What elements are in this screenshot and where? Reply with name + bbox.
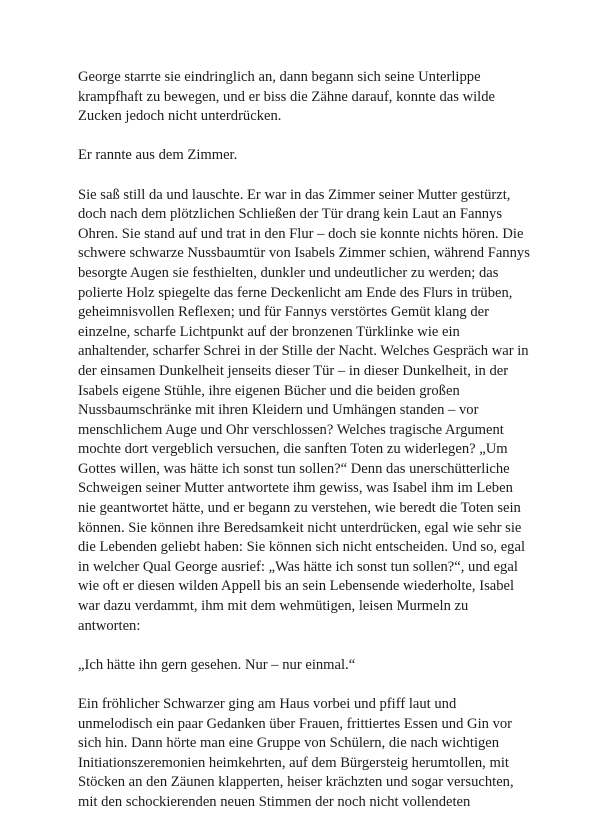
paragraph-5: Ein fröhlicher Schwarzer ging am Haus vorbei und pfiff laut und unmelodisch ein paar Gedanken über Frauen, frittiertes Essen und Gin vor sich hin. Dann hörte man eine Gruppe von Schülern, die nach wichtigen Initiationszeremonien heimkehrten, auf dem Bürgersteig herumtollen, mit Stöcken an den Zäunen klapperten, heiser krächzten und sogar versuchten, mit den schockierenden neuen Stimmen der noch nicht vollendeten: [78, 696, 514, 810]
paragraph-4: „Ich hätte ihn gern gesehen. Nur – nur einmal.“: [78, 656, 356, 673]
document-page: [78, 68, 530, 813]
paragraph-2: Er rannte aus dem Zimmer.: [78, 147, 238, 164]
paragraph-1: George starrte sie eindringlich an, dann begann sich seine Unterlippe krampfhaft zu bewegen, und er biss die Zähne darauf, konnte das wilde Zucken jedoch nicht unterdrücken.: [78, 69, 495, 125]
paragraph-3: Sie saß still da und lauschte. Er war in das Zimmer seiner Mutter gestürzt, doch nach dem plötzlichen Schließen der Tür drang kein Laut an Fannys Ohren. Sie stand auf und trat in den Flur – doch sie konnte nichts hören. Die schwere schwarze Nussbaumtür von Isabels Zimmer schien, während Fannys besorgte Augen sie festhielten, dunkler und undeutlicher zu werden; das polierte Holz spiegelte das ferne Deckenlicht am Ende des Flurs in trüben, geheimnisvollen Reflexen; und für Fannys verstörtes Gemüt klang der einzelne, scharfe Lichtpunkt auf der bronzenen Türklinke wie ein anhaltender, scharfer Schrei in der Stille der Nacht. Welches Gespräch war in der einsamen Dunkelheit jenseits dieser Tür – in dieser Dunkelheit, in der Isabels eigene Stühle, ihre eigenen Bücher und die beiden großen Nussbaumschränke mit ihren Kleidern und Umhängen standen – vor menschlichem Auge und Ohr verschlossen? Welches tragische Argument mochte dort vergeblich versuchen, die sanften Toten zu widerlegen? „Um Gottes willen, was hätte ich sonst tun sollen?“ Denn das unerschütterliche Schweigen seiner Mutter antwortete ihm gewiss, was Isabel ihm im Leben nie geantwortet hätte, und er begann zu verstehen, wie beredt die Toten sein können. Sie können ihre Beredsamkeit nicht unterdrücken, egal wie sehr sie die Lebenden geliebt haben: Sie können sich nicht entscheiden. Und so, egal in welcher Qual George ausrief: „Was hätte ich sonst tun sollen?“, und egal wie oft er diesen wilden Appell bis an sein Lebensende wiederholte, Isabel war dazu verdammt, ihm mit dem wehmütigen, leisen Murmeln zu antworten:: [78, 186, 530, 634]
